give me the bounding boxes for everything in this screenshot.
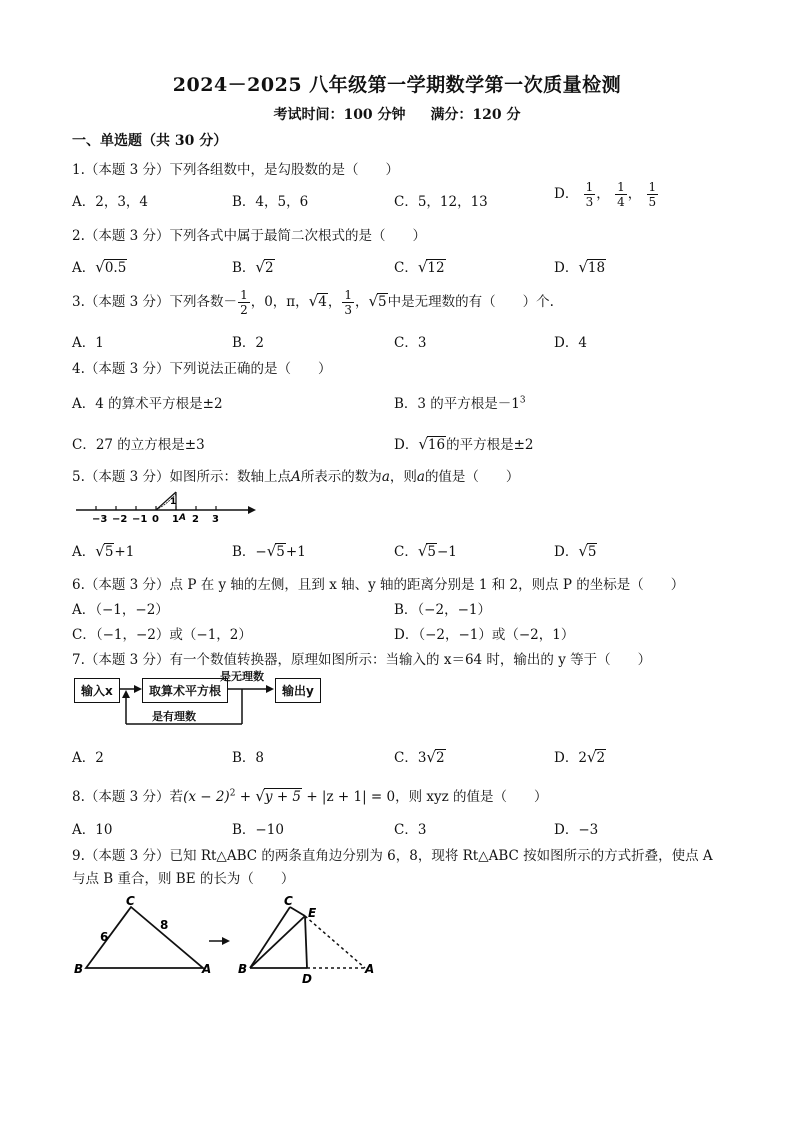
q6-option-d: D．（−2，−1）或（−2，1） bbox=[394, 627, 575, 643]
axis-tick-label: −1 bbox=[132, 514, 148, 525]
q7-option-a: A．2 bbox=[72, 750, 104, 766]
question-4-stem: 4.（本题 3 分）下列说法正确的是（ ） bbox=[72, 361, 332, 377]
q1-option-c: C．5，12，13 bbox=[394, 194, 488, 210]
q3-option-a: A．1 bbox=[72, 335, 104, 351]
exam-score: 满分：120 分 bbox=[430, 107, 521, 123]
q7-option-b: B．8 bbox=[232, 750, 265, 766]
q2-option-a: A．√0.5 bbox=[72, 258, 127, 276]
q2-option-b: B．√2 bbox=[232, 258, 274, 276]
q1-option-d: D． $\frac{1}{3}$ ， $\frac{1}{4}$ ， $\frac{1}{5}$ bbox=[554, 180, 657, 209]
q4-option-c: C．27 的立方根是±3 bbox=[72, 437, 205, 453]
label-1: 1 bbox=[170, 497, 177, 507]
fraction: $\frac{1}{5}$ bbox=[648, 180, 657, 209]
question-3-stem: 3.（本题 3 分）下列各数－ $\frac{1}{2}$ ，0，π，√4， $\frac{1}{3}$ ，√5中是无理数的有（ ）个. bbox=[72, 288, 554, 317]
process-box: 取算术平方根 bbox=[142, 678, 228, 703]
q8-option-d: D．−3 bbox=[554, 822, 599, 838]
input-box: 输入x bbox=[74, 678, 120, 703]
q2-option-d: D．√18 bbox=[554, 258, 606, 276]
svg-text:A: A bbox=[365, 962, 375, 976]
question-7-stem: 7.（本题 3 分）有一个数值转换器，原理如图所示：当输入的 x＝64 时，输出的 y 等于（ ） bbox=[72, 652, 652, 668]
svg-text:B: B bbox=[238, 962, 248, 976]
question-1-stem: 1.（本题 3 分）下列各组数中，是勾股数的是（ ） bbox=[72, 162, 400, 178]
exam-subtitle bbox=[0, 104, 794, 124]
q6-option-b: B．（−2，−1） bbox=[394, 602, 491, 618]
axis-tick-label: −3 bbox=[92, 514, 108, 525]
question-6-stem: 6.（本题 3 分）点 P 在 y 轴的左侧，且到 x 轴、y 轴的距离分别是 1 和 2，则点 P 的坐标是（ ） bbox=[72, 577, 685, 593]
q1-option-a: A．2，3，4 bbox=[72, 194, 149, 210]
q1-option-b: B．4，5，6 bbox=[232, 194, 309, 210]
label-rational: 是有理数 bbox=[152, 710, 196, 723]
q2-option-c: C．√12 bbox=[394, 258, 445, 276]
label-d: D bbox=[302, 972, 312, 985]
question-9-stem-line1: 9.（本题 3 分）已知 Rt△ABC 的两条直角边分别为 6，8，现将 Rt△ABC 按如图所示的方式折叠，使点 A bbox=[72, 848, 713, 864]
question-8-stem: 8.（本题 3 分）若$(x - 2)^2 + √y + 5 + |z + 1| = 0$，则 xyz 的值是（ ） bbox=[72, 787, 548, 805]
arrow-icon bbox=[248, 506, 256, 514]
q8-option-b: B．−10 bbox=[232, 822, 284, 838]
fraction: $\frac{1}{3}$ bbox=[585, 180, 594, 209]
svg-text:C: C bbox=[284, 895, 293, 908]
question-2-stem: 2.（本题 3 分）下列各式中属于最简二次根式的是（ ） bbox=[72, 228, 427, 244]
q6-option-a: A．（−1，−2） bbox=[72, 602, 169, 618]
label-b: B bbox=[74, 962, 84, 976]
q6-option-c: C．（−1，−2）或（−1，2） bbox=[72, 627, 252, 643]
triangle-fold-figure bbox=[72, 895, 382, 985]
axis-tick-label: 1 bbox=[172, 514, 179, 525]
label-e: E bbox=[308, 906, 317, 920]
label-c: C bbox=[126, 895, 135, 908]
q7-option-d: D．2√2 bbox=[554, 748, 606, 766]
section-title: 一、单选题（共 30 分） bbox=[72, 133, 228, 149]
label-side-8: 8 bbox=[160, 918, 169, 932]
question-5-stem: 5.（本题 3 分）如图所示：数轴上点A所表示的数为a，则a的值是（ ） bbox=[72, 469, 520, 485]
axis-tick-label: 0 bbox=[152, 514, 159, 525]
exam-title: 2024－2025 八年级第一学期数学第一次质量检测 bbox=[172, 74, 622, 96]
q8-option-a: A．10 bbox=[72, 822, 113, 838]
label-irrational: 是无理数 bbox=[220, 670, 264, 683]
q3-option-b: B．2 bbox=[232, 335, 265, 351]
converter-figure bbox=[72, 668, 332, 730]
fraction: $\frac{1}{4}$ bbox=[617, 180, 625, 209]
arrow-right-icon bbox=[222, 937, 230, 945]
axis-tick-label: 3 bbox=[212, 514, 219, 525]
label-side-6: 6 bbox=[100, 930, 109, 944]
number-line-figure bbox=[72, 486, 256, 526]
q8-option-c: C．3 bbox=[394, 822, 427, 838]
q5-option-b: B．−√5+1 bbox=[232, 542, 306, 560]
label-a: A bbox=[202, 962, 212, 976]
axis-tick-label: −2 bbox=[112, 514, 128, 525]
output-box: 输出y bbox=[275, 678, 321, 703]
q4-option-a: A．4 的算术平方根是±2 bbox=[72, 396, 223, 412]
axis-tick-label: 2 bbox=[192, 514, 199, 525]
q5-option-c: C．√5−1 bbox=[394, 542, 457, 560]
label-a: A bbox=[179, 513, 186, 523]
q4-option-d: D．√16的平方根是±2 bbox=[394, 435, 534, 453]
q5-option-a: A．√5+1 bbox=[72, 542, 135, 560]
q3-option-c: C．3 bbox=[394, 335, 427, 351]
q4-option-b: B．3 的平方根是$-1^3$ bbox=[394, 395, 526, 412]
q5-option-d: D．√5 bbox=[554, 542, 597, 560]
q7-option-c: C．3√2 bbox=[394, 748, 445, 766]
q3-option-d: D．4 bbox=[554, 335, 587, 351]
exam-time: 考试时间：100 分钟 bbox=[273, 107, 406, 123]
question-9-stem-line2: 与点 B 重合，则 BE 的长为（ ） bbox=[72, 871, 295, 887]
